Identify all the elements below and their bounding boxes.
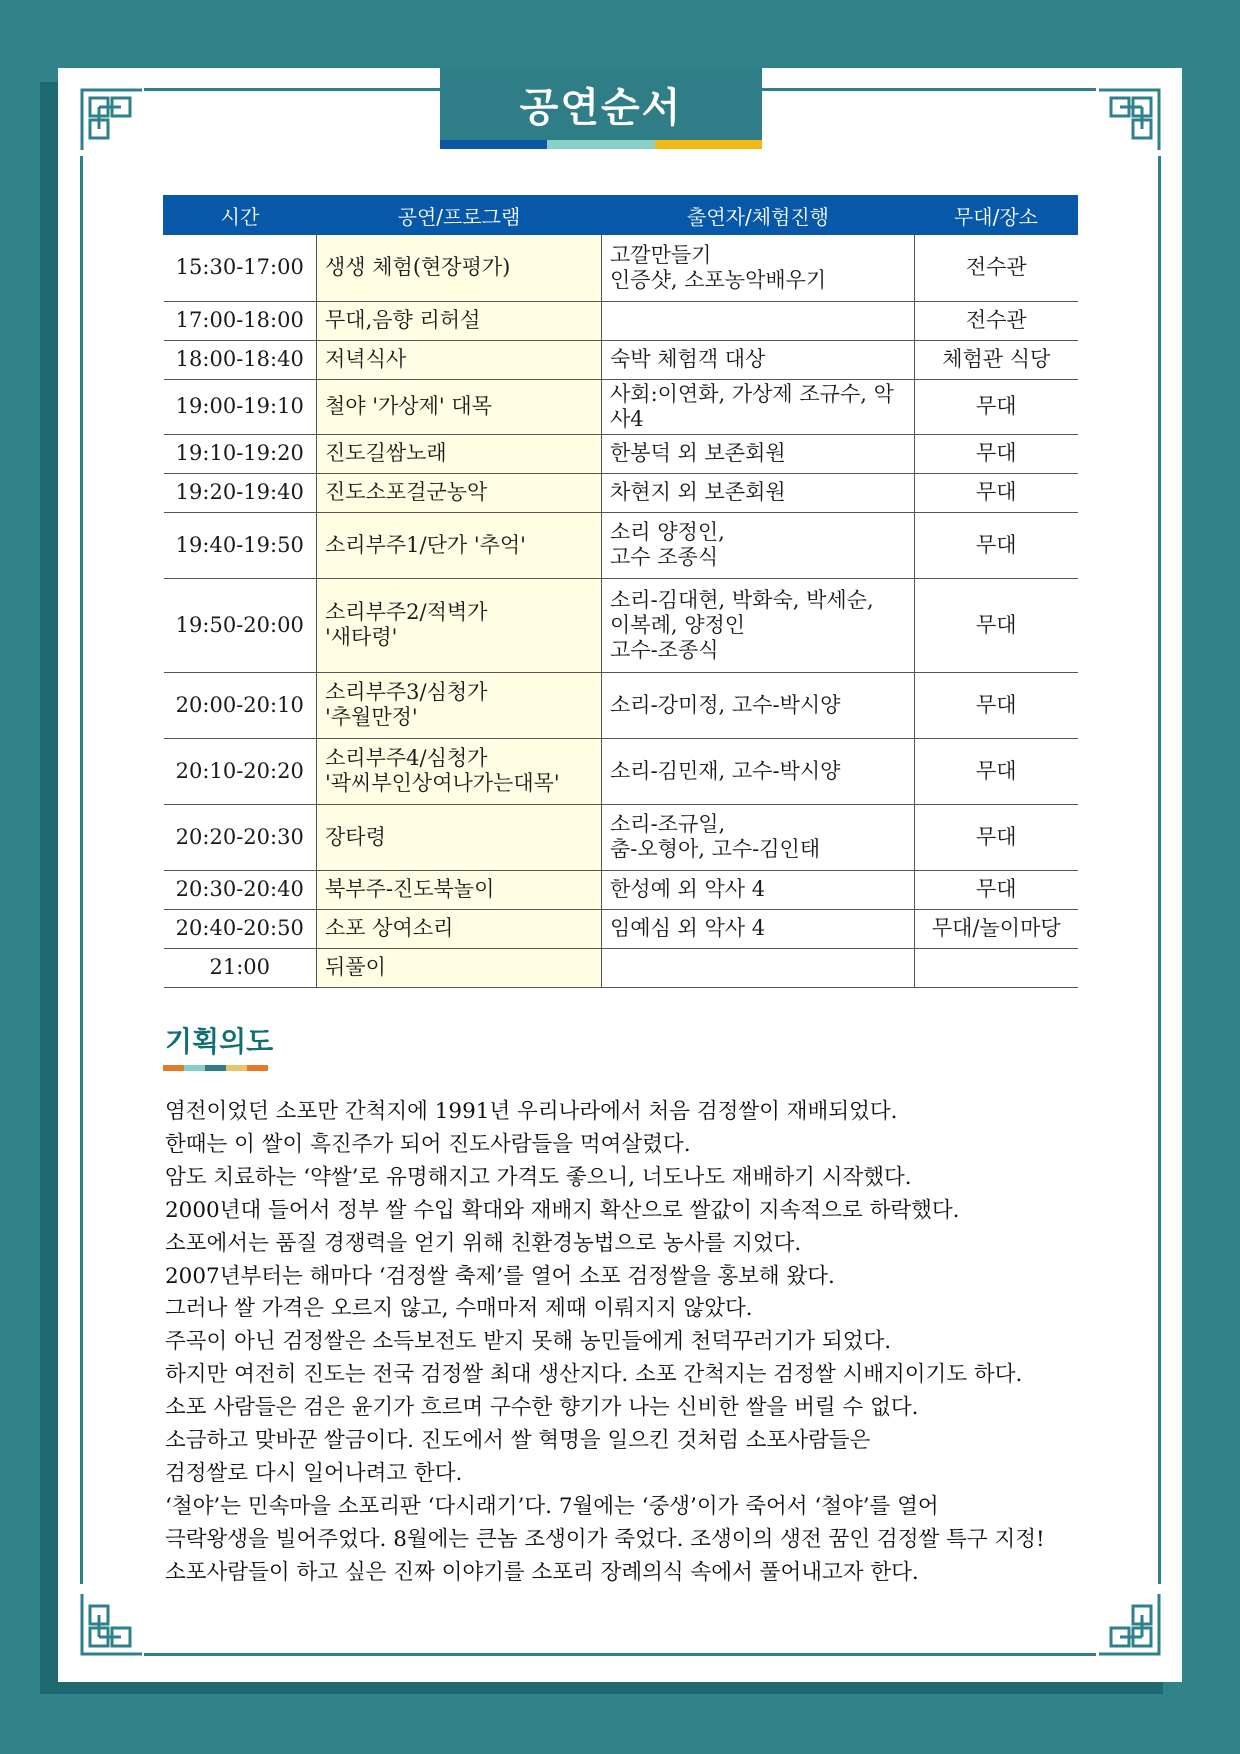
body-line: 소포에서는 품질 경쟁력을 얻기 위해 친환경농법으로 농사를 지었다.	[165, 1230, 802, 1256]
cell-performer: 사회:이연화, 가상제 조규수, 악사4	[602, 379, 915, 434]
cell-stage: 전수관	[915, 235, 1078, 301]
cell-program: 진도소포걸군농악	[317, 473, 602, 512]
body-line: 2000년대 들어서 정부 쌀 수입 확대와 재배지 확산으로 쌀값이 지속적으로 하락했다.	[165, 1197, 960, 1223]
cell-performer: 차현지 외 보존회원	[602, 473, 915, 512]
table-row	[164, 672, 1078, 738]
cell-stage: 무대	[915, 578, 1078, 672]
table-row	[164, 804, 1078, 870]
body-line: ‘철야’는 민속마을 소포리판 ‘다시래기’다. 7월에는 ‘중생’이가 죽어서 ‘철야’를 열어	[165, 1493, 939, 1519]
header-time: 시간	[164, 195, 317, 235]
cell-time: 18:00-18:40	[164, 340, 317, 379]
table-row	[164, 301, 1078, 340]
table-row	[164, 738, 1078, 804]
cell-program: 북부주-진도북놀이	[317, 870, 602, 909]
cell-time: 20:10-20:20	[164, 738, 317, 804]
frame-bottom	[144, 1653, 1096, 1656]
cell-time: 20:00-20:10	[164, 672, 317, 738]
cell-performer: 숙박 체험객 대상	[602, 340, 915, 379]
table-header-row	[164, 195, 1078, 235]
header-stage: 무대/장소	[915, 195, 1078, 235]
table-row	[164, 340, 1078, 379]
cell-time: 19:50-20:00	[164, 578, 317, 672]
body-line: 한때는 이 쌀이 흑진주가 되어 진도사람들을 먹여살렸다.	[165, 1131, 691, 1157]
table-row	[164, 909, 1078, 948]
title-color-bars	[440, 140, 762, 149]
body-line: 염전이었던 소포만 간척지에 1991년 우리나라에서 처음 검정쌀이 재배되었다.	[165, 1099, 898, 1124]
cell-stage: 무대	[915, 738, 1078, 804]
cell-program: 장타령	[317, 804, 602, 870]
body-line: 주곡이 아닌 검정쌀은 소득보전도 받지 못해 농민들에게 천덕꾸러기가 되었다.	[165, 1329, 892, 1355]
title-tab	[440, 68, 762, 148]
section-bar-segment	[163, 1065, 184, 1071]
section-bar-segment	[205, 1065, 226, 1071]
cell-program: 뒤풀이	[317, 948, 602, 987]
cell-time: 19:20-19:40	[164, 473, 317, 512]
title-bar-yellow	[655, 140, 762, 149]
cell-program: 철야 '가상제' 대목	[317, 379, 602, 434]
body-line: 소금하고 맞바꾼 쌀금이다. 진도에서 쌀 혁명을 일으킨 것처럼 소포사람들은	[165, 1428, 871, 1454]
frame-right	[1158, 156, 1161, 1584]
cell-performer: 소리-김대현, 박화숙, 박세순, 이복례, 양정인 고수-조종식	[602, 578, 915, 672]
page-title: 공연순서	[519, 85, 683, 131]
section-color-bar	[163, 1065, 268, 1071]
cell-stage: 무대	[915, 379, 1078, 434]
cell-stage: 무대	[915, 870, 1078, 909]
body-line: 암도 치료하는 ‘약쌀’로 유명해지고 가격도 좋으니, 너도나도 재배하기 시작했다.	[165, 1164, 912, 1190]
section-title: 기획의도	[165, 1025, 274, 1058]
cell-time: 20:20-20:30	[164, 804, 317, 870]
cell-stage: 무대	[915, 473, 1078, 512]
section-bar-segment	[184, 1065, 205, 1071]
cell-program: 진도길쌈노래	[317, 434, 602, 473]
body-line: 2007년부터는 해마다 ‘검정쌀 축제’를 열어 소포 검정쌀을 홍보해 왔다.	[165, 1263, 835, 1289]
frame-left	[80, 156, 83, 1584]
table-row	[164, 512, 1078, 578]
schedule-table	[163, 195, 1078, 988]
table-row	[164, 379, 1078, 434]
frame-top-left	[144, 88, 440, 91]
cell-program: 소리부주1/단가 '추억'	[317, 512, 602, 578]
cell-performer: 소리-강미정, 고수-박시양	[602, 672, 915, 738]
cell-stage: 무대	[915, 512, 1078, 578]
title-bar-blue	[440, 140, 547, 149]
section-bar-segment	[226, 1065, 247, 1071]
body-line: 소포 사람들은 검은 윤기가 흐르며 구수한 향기가 나는 신비한 쌀을 버릴 수 없다.	[165, 1395, 919, 1421]
table-row	[164, 473, 1078, 512]
section-bar-segment	[247, 1065, 268, 1071]
cell-time: 21:00	[164, 948, 317, 987]
corner-ornament-top-right	[1097, 88, 1161, 152]
section-body	[165, 1096, 1145, 1590]
cell-program: 무대,음향 리허설	[317, 301, 602, 340]
cell-performer: 소리-조규일, 춤-오형아, 고수-김인태	[602, 804, 915, 870]
corner-ornament-bottom-right	[1097, 1592, 1161, 1656]
table-row	[164, 235, 1078, 301]
cell-time: 20:40-20:50	[164, 909, 317, 948]
cell-program: 저녁식사	[317, 340, 602, 379]
cell-performer	[602, 948, 915, 987]
cell-performer: 소리 양정인, 고수 조종식	[602, 512, 915, 578]
cell-stage: 무대	[915, 804, 1078, 870]
cell-program: 생생 체험(현장평가)	[317, 235, 602, 301]
cell-time: 19:00-19:10	[164, 379, 317, 434]
cell-stage: 무대	[915, 672, 1078, 738]
cell-performer: 한봉덕 외 보존회원	[602, 434, 915, 473]
body-line: 검정쌀로 다시 일어나려고 한다.	[165, 1460, 463, 1486]
cell-program: 소포 상여소리	[317, 909, 602, 948]
cell-time: 19:40-19:50	[164, 512, 317, 578]
header-program: 공연/프로그램	[317, 195, 602, 235]
body-line: 극락왕생을 빌어주었다. 8월에는 큰놈 조생이가 죽었다. 조생이의 생전 꿈인 검정쌀 특구 지정!	[165, 1526, 1045, 1552]
cell-stage: 무대/놀이마당	[915, 909, 1078, 948]
cell-program: 소리부주4/심청가 '곽씨부인상여나가는대목'	[317, 738, 602, 804]
cell-program: 소리부주2/적벽가 '새타령'	[317, 578, 602, 672]
table-row	[164, 948, 1078, 987]
corner-ornament-top-left	[80, 88, 144, 152]
cell-stage: 무대	[915, 434, 1078, 473]
body-line: 하지만 여전히 진도는 전국 검정쌀 최대 생산지다. 소포 간척지는 검정쌀 시배지이기도 하다.	[165, 1362, 1023, 1388]
cell-stage: 전수관	[915, 301, 1078, 340]
table-row	[164, 870, 1078, 909]
header-performer: 출연자/체험진행	[602, 195, 915, 235]
cell-stage: 체험관 식당	[915, 340, 1078, 379]
cell-time: 19:10-19:20	[164, 434, 317, 473]
cell-performer: 고깔만들기 인증샷, 소포농악배우기	[602, 235, 915, 301]
table-row	[164, 434, 1078, 473]
cell-time: 20:30-20:40	[164, 870, 317, 909]
cell-stage	[915, 948, 1078, 987]
cell-time: 15:30-17:00	[164, 235, 317, 301]
cell-time: 17:00-18:00	[164, 301, 317, 340]
cell-performer: 소리-김민재, 고수-박시양	[602, 738, 915, 804]
body-line: 소포사람들이 하고 싶은 진짜 이야기를 소포리 장례의식 속에서 풀어내고자 한다.	[165, 1559, 919, 1585]
cell-performer: 한성예 외 악사 4	[602, 870, 915, 909]
frame-top-right	[762, 88, 1096, 91]
title-bar-mint	[547, 140, 654, 149]
table-row	[164, 578, 1078, 672]
cell-performer: 임예심 외 악사 4	[602, 909, 915, 948]
cell-performer	[602, 301, 915, 340]
cell-program: 소리부주3/심청가 '추월만정'	[317, 672, 602, 738]
body-line: 그러나 쌀 가격은 오르지 않고, 수매마저 제때 이뤄지지 않았다.	[165, 1296, 753, 1322]
corner-ornament-bottom-left	[80, 1592, 144, 1656]
